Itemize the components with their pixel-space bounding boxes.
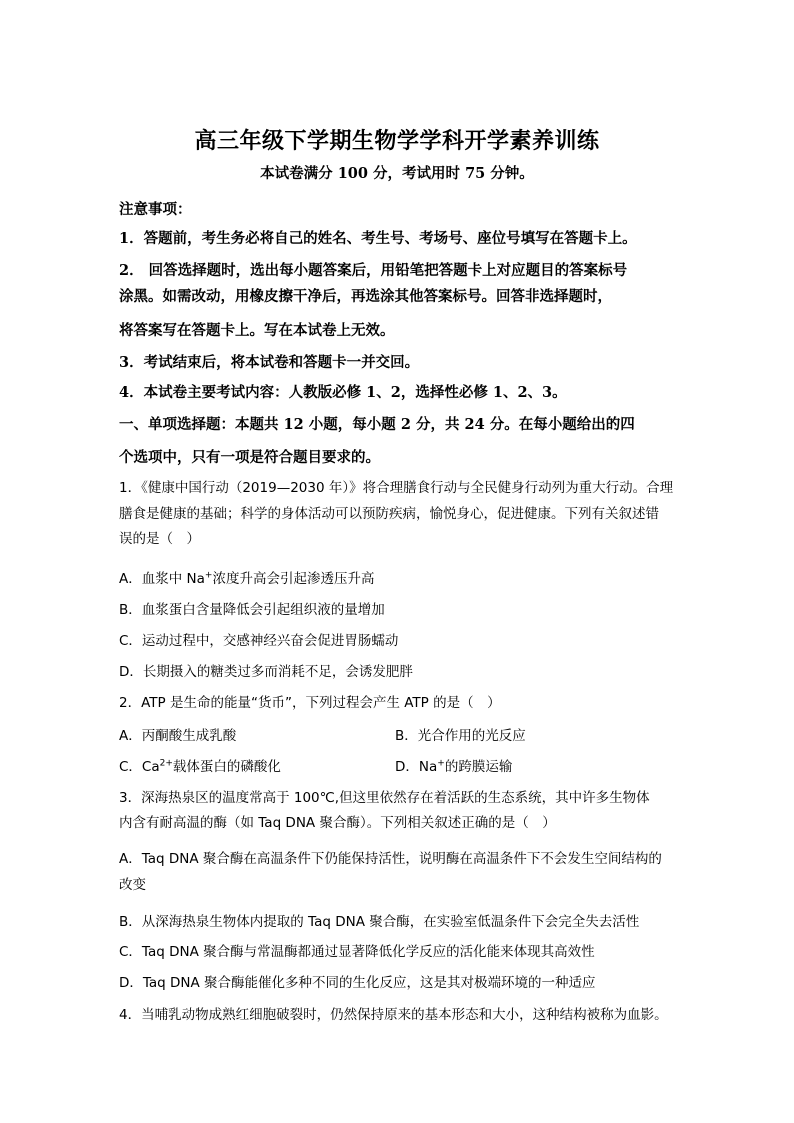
q2-option-d [395, 758, 513, 775]
q1-stem-line-3: 误的是（ ） [119, 531, 200, 547]
notice-heading: 注意事项： [119, 201, 192, 218]
q2-option-d-text-end: 的跨膜运输 [444, 759, 513, 775]
notice-item-2-line-2: 涂黑。如需改动，用橡皮擦干净后，再选涂其他答案标号。回答非选择题时， [119, 288, 612, 305]
q3-stem-line-1: 3．深海热泉区的温度常高于 100℃,但这里依然存在着活跃的生态系统，其中许多生物体 [119, 790, 650, 806]
q2-option-c-text-end: 载体蛋白的磷酸化 [172, 759, 281, 775]
q4-stem-line-1: 4．当哺乳动物成熟红细胞破裂时，仍然保持原来的基本形态和大小，这种结构被称为血影。 [119, 1007, 668, 1023]
page-title: 高三年级下学期生物学学科开学素养训练 [194, 128, 600, 154]
q3-option-c: C．Taq DNA 聚合酶与常温酶都通过显著降低化学反应的活化能来体现其高效性 [119, 944, 595, 960]
q2-option-c-text: C．Ca [119, 759, 160, 775]
q1-stem-line-1: 1．《健康中国行动（2019—2030 年）》将合理膳食行动与全民健身行动列为重大行动。合理 [119, 480, 674, 496]
q3-option-b: B．从深海热泉生物体内提取的 Taq DNA 聚合酶，在实验室低温条件下会完全失去活性 [119, 914, 640, 930]
q1-option-a-text: A．血浆中 Na [119, 571, 205, 587]
q1-option-b: B．血浆蛋白含量降低会引起组织液的量增加 [119, 602, 385, 618]
q2-stem: 2．ATP 是生命的能量“货币”，下列过程会产生 ATP 的是（ ） [119, 695, 501, 711]
section-heading-line-2: 个选项中，只有一项是符合题目要求的。 [119, 449, 380, 466]
q1-option-d: D．长期摄入的糖类过多而消耗不足，会诱发肥胖 [119, 664, 413, 680]
section-heading-line-1: 一、单项选择题：本题共 12 小题，每小题 2 分，共 24 分。在每小题给出的四 [119, 416, 635, 433]
q1-option-a [119, 570, 375, 587]
notice-item-1: 1．答题前，考生务必将自己的姓名、考生号、考场号、座位号填写在答题卡上。 [119, 230, 637, 247]
q1-stem-line-2: 膳食是健康的基础；科学的身体活动可以预防疾病，愉悦身心，促进健康。下列有关叙述错 [119, 506, 659, 522]
superscript: + [437, 758, 445, 769]
notice-item-2-line-1: 2． 回答选择题时，选出每小题答案后，用铅笔把答题卡上对应题目的答案标号 [119, 262, 628, 279]
superscript: 2+ [159, 758, 173, 769]
q3-option-d: D．Taq DNA 聚合酶能催化多种不同的生化反应，这是其对极端环境的一种适应 [119, 975, 596, 991]
q2-option-c [119, 758, 281, 775]
q3-option-a-line-2: 改变 [119, 877, 146, 893]
exam-info: 本试卷满分 100 分，考试用时 75 分钟。 [260, 165, 534, 182]
superscript: + [204, 570, 213, 581]
q1-option-c: C．运动过程中，交感神经兴奋会促进胃肠蠕动 [119, 633, 399, 649]
q2-option-d-text: D．Na [395, 759, 438, 775]
q2-option-a: A．丙酮酸生成乳酸 [119, 728, 237, 744]
q2-option-b: B．光合作用的光反应 [395, 728, 526, 744]
notice-item-3: 3．考试结束后，将本试卷和答题卡一并交回。 [119, 354, 420, 371]
q3-stem-line-2: 内含有耐高温的酶（如 Taq DNA 聚合酶）。下列相关叙述正确的是（ ） [119, 815, 556, 831]
q3-option-a-line-1: A．Taq DNA 聚合酶在高温条件下仍能保持活性，说明酶在高温条件下不会发生空间结构的 [119, 851, 662, 867]
notice-item-4: 4．本试卷主要考试内容：人教版必修 1、2，选择性必修 1、2、3。 [119, 384, 567, 401]
notice-item-2-line-3: 将答案写在答题卡上。写在本试卷上无效。 [119, 322, 395, 339]
q1-option-a-text-end: 浓度升高会引起渗透压升高 [212, 571, 375, 587]
